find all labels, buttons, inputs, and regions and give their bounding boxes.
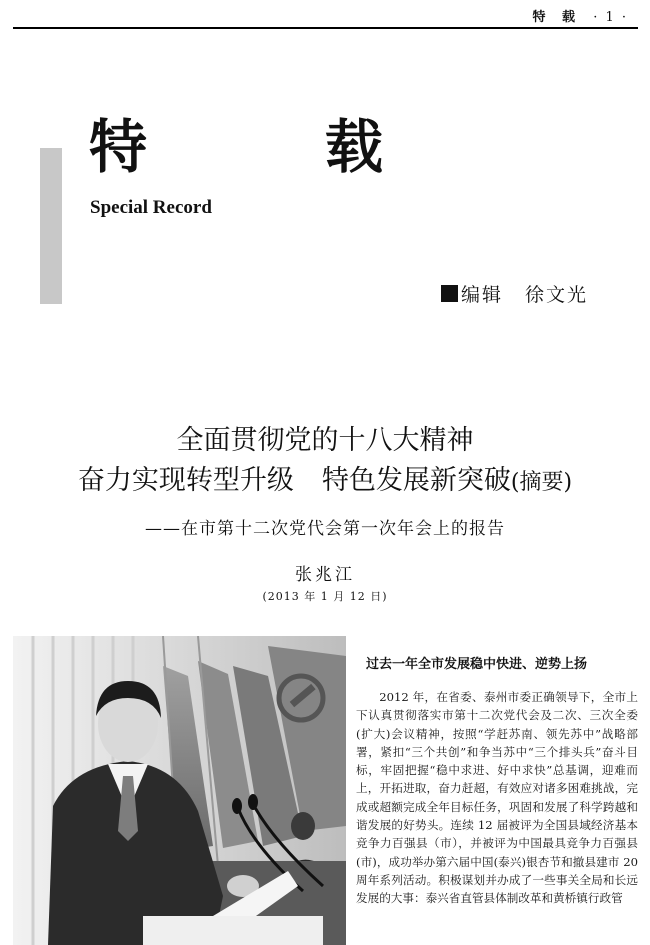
article-subtitle: ——在市第十二次党代会第一次年会上的报告 [145,519,505,539]
section-title: 特 载 [89,113,444,181]
article-author: 张兆江 [295,565,355,585]
article-date: (2013 年 1 月 12 日) [262,590,388,603]
speaker-photo [13,636,346,945]
body-paragraph: 2012 年，在省委、泰州市委正确领导下，全市上下认真贯彻落实市第十二次党代会及二次、三次全委(扩大)会议精神，按照“学赶苏南、领先苏中”战略部署，紧扣“三个共创”和争当苏中“三个排头兵”奋斗目标，牢固把握“稳中求进、好中求快”总基调，迎难而上，开拓进取，奋力赶超，有效应对诸多困难挑战，完成或超额完成全年目标任务，巩固和发展了科学跨越和谐发展的好势头。连续 12 届被评为全国县域经济基本竞争力百强县（市），并被评为中国最具竞争力百强县(市)，成功举办第六届中国(泰兴)银杏节和撤县建市 20 周年系列活动。积极谋划并办成了一些事关全局和长远发展的大事：泰兴省直管县体制改革和黄桥镇行政管 [356,690,638,906]
article-headline-line2 [0,465,650,497]
section-heading: 过去一年全市发展稳中快进、逆势上扬 [366,657,588,672]
editor-credit [441,280,588,307]
article-headline-line1: 全面贯彻党的十八大精神 [176,425,474,456]
running-header [533,6,628,25]
headline-line2-part1: 奋力实现转型升级 [77,465,294,496]
headline-note: (摘要) [510,470,573,495]
header-rule [13,27,638,29]
running-header-title: 特 载 [532,10,582,25]
section-subtitle-en: Special Record [90,197,212,218]
editor-name: 徐文光 [525,284,589,306]
section-side-bar [40,148,62,304]
page-number: · 1 · [593,10,628,25]
black-square-icon [441,285,458,302]
headline-line2-part2: 特色发展新突破 [321,465,511,496]
editor-label: 编辑 [461,284,504,306]
